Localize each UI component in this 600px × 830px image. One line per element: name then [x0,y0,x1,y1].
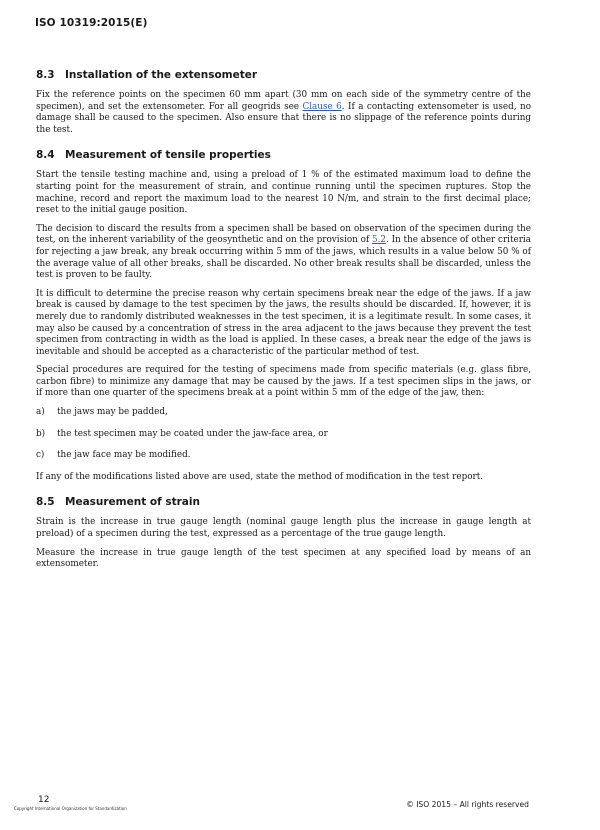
section-8-4 [36,149,531,483]
paragraph-text: Fix the reference points on the specimen 60 mm apart (30 mm on each side of the symmetry centre of the specimen), and set the extensometer. For all geogrids see [36,90,531,112]
paragraph: Strain is the increase in true gauge length (nominal gauge length plus the increase in gauge length at preload) of a specimen during the test, expressed as a percentage of the true gauge length. [36,517,531,540]
paragraph-text: . In the absence of other criteria for rejecting a jaw break, any break occurring within 5 mm of the jaws, which results in a value below 50 % of the average value of all other breaks, shall be discarded. No other break results shall be discarded, unless the test is proven to be faulty. [36,235,531,281]
paragraph [36,224,531,282]
paragraph: Measure the increase in true gauge length of the test specimen at any specified load by means of an extensometer. [36,547,531,570]
section-8-3 [36,69,531,136]
list-marker: a) [36,407,45,418]
section-number: 8.3 [36,69,55,81]
subclause-5-2-link[interactable]: 5.2 [372,235,387,246]
list-marker: c) [36,450,45,461]
section-heading [36,149,531,161]
paragraph-text: . If a contacting extensometer is used, no damage shall be caused to the specimen. Also ensure that there is no slippage of the reference points during the test. [36,101,531,135]
section-title: Measurement of strain [65,496,200,509]
page-number: 12 [38,795,50,803]
paragraph [36,90,531,136]
copyright-license-notice: Copyright International Organization for Standardization [14,806,127,811]
paragraph: Start the tensile testing machine and, using a preload of 1 % of the estimated maximum load to define the starting point for the measurement of strain, and continue running until the specimen ruptures. Stop the machine, record and report the maximum load to the nearest 10 N/m, and strain to the first decimal place; reset to the initial gauge position. [36,170,531,216]
clause-6-link[interactable]: Clause 6 [302,101,342,112]
section-title: Measurement of tensile properties [65,149,271,162]
paragraph-text: The decision to discard the results from a specimen shall be based on observation of the specimen during the test, on the inherent variability of the geosynthetic and on the provision of [36,223,531,246]
section-title: Installation of the extensometer [65,69,258,81]
list-text: the jaws may be padded, [57,407,168,418]
section-heading [36,496,531,508]
section-heading [36,69,531,81]
section-8-5 [36,496,531,570]
list-item [36,407,531,419]
list-marker: b) [36,428,46,439]
list-text: the jaw face may be modified. [57,450,191,461]
paragraph: It is difficult to determine the precise reason why certain specimens break near the edge of the jaws. If a jaw break is caused by damage to the test specimen by the jaws, the results should be discarded. If, however, it is merely due to randomly distributed weaknesses in the test specimen, it is a legitimate result. In some cases, it may also be caused by a concentration of stress in the area adjacent to the jaws because they prevent the test specimen from contracting in width as the load is applied. In these cases, a break near the edge of the jaws is inevitable and should be accepted as a characteristic of the particular method of test. [36,288,531,357]
page-content [36,69,531,584]
list-item [36,429,531,441]
section-number: 8.4 [36,149,55,162]
document-id-header: ISO 10319:2015(E) [35,17,148,29]
copyright-footer: © ISO 2015 – All rights reserved [406,800,529,809]
paragraph: Special procedures are required for the testing of specimens made from specific materials (e.g. glass fibre, carbon fibre) to minimize any damage that may be caused by the jaws. If a test specimen slips in the jaws, or if more than one quarter of the specimens break at a point within 5 mm of the edge of the jaw, then: [36,365,531,399]
list-item [36,450,531,462]
section-number: 8.5 [36,496,55,509]
paragraph: If any of the modifications listed above are used, state the method of modification in the test report. [36,471,484,482]
list-text: the test specimen may be coated under the jaw-face area, or [57,428,328,439]
